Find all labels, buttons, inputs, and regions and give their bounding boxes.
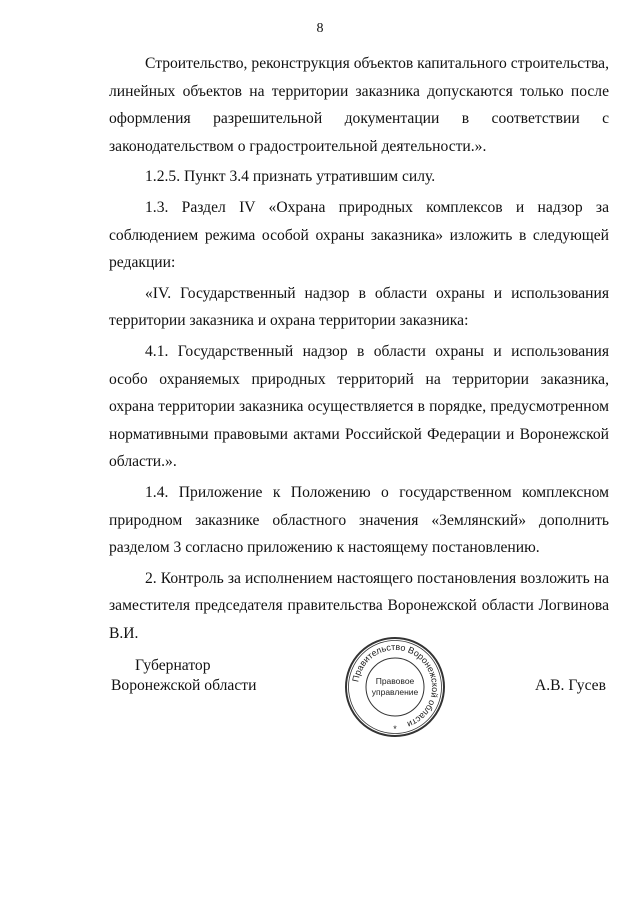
paragraph-section-iv: «IV. Государственный надзор в области охраны и использования территории заказника и охрана территории заказника: (109, 284, 609, 330)
stamp-center-line2: управление (371, 687, 419, 697)
paragraph-1-2-5: 1.2.5. Пункт 3.4 признать утратившим силу. (145, 168, 436, 186)
document-body (109, 50, 609, 647)
stamp-star: * (393, 724, 397, 734)
stamp-center-line1: Правовое (375, 676, 415, 686)
page-number: 8 (316, 21, 324, 36)
signatory-title-line1: Губернатор (135, 657, 211, 674)
paragraph-construction: Строительство, реконструкция объектов капитального строительства, линейных объектов на территории заказника допускаются только после оформления разрешительной документации в соответствии с законодательством о градостроительной деятельности.». (109, 55, 609, 155)
legal-department-stamp (343, 635, 447, 739)
signatory-title-line2: Воронежской области (111, 677, 257, 694)
signatory-name: А.В. Гусев (535, 677, 606, 694)
signatory-title (111, 656, 256, 696)
paragraph-1-4: 1.4. Приложение к Положению о государственном комплексном природном заказнике областного значения «Землянский» дополнить разделом 3 согласно приложению к настоящему постановлению. (109, 483, 609, 557)
paragraph-1-3: 1.3. Раздел IV «Охрана природных комплексов и надзор за соблюдением режима особой охраны заказника» изложить в следующей редакции: (109, 198, 609, 272)
stamp-ring-text: Правительство Воронежской области (350, 641, 441, 730)
paragraph-2-control: 2. Контроль за исполнением настоящего постановления возложить на заместителя председателя правительства Воронежской области Логвинова В.И. (109, 569, 609, 642)
paragraph-4-1: 4.1. Государственный надзор в области охраны и использования особо охраняемых природных территорий на территории заказника, охрана территории заказника осуществляется в порядке, предусмотренном нормативными правовыми актами Российской Федерации и Воронежской области.». (109, 342, 609, 471)
